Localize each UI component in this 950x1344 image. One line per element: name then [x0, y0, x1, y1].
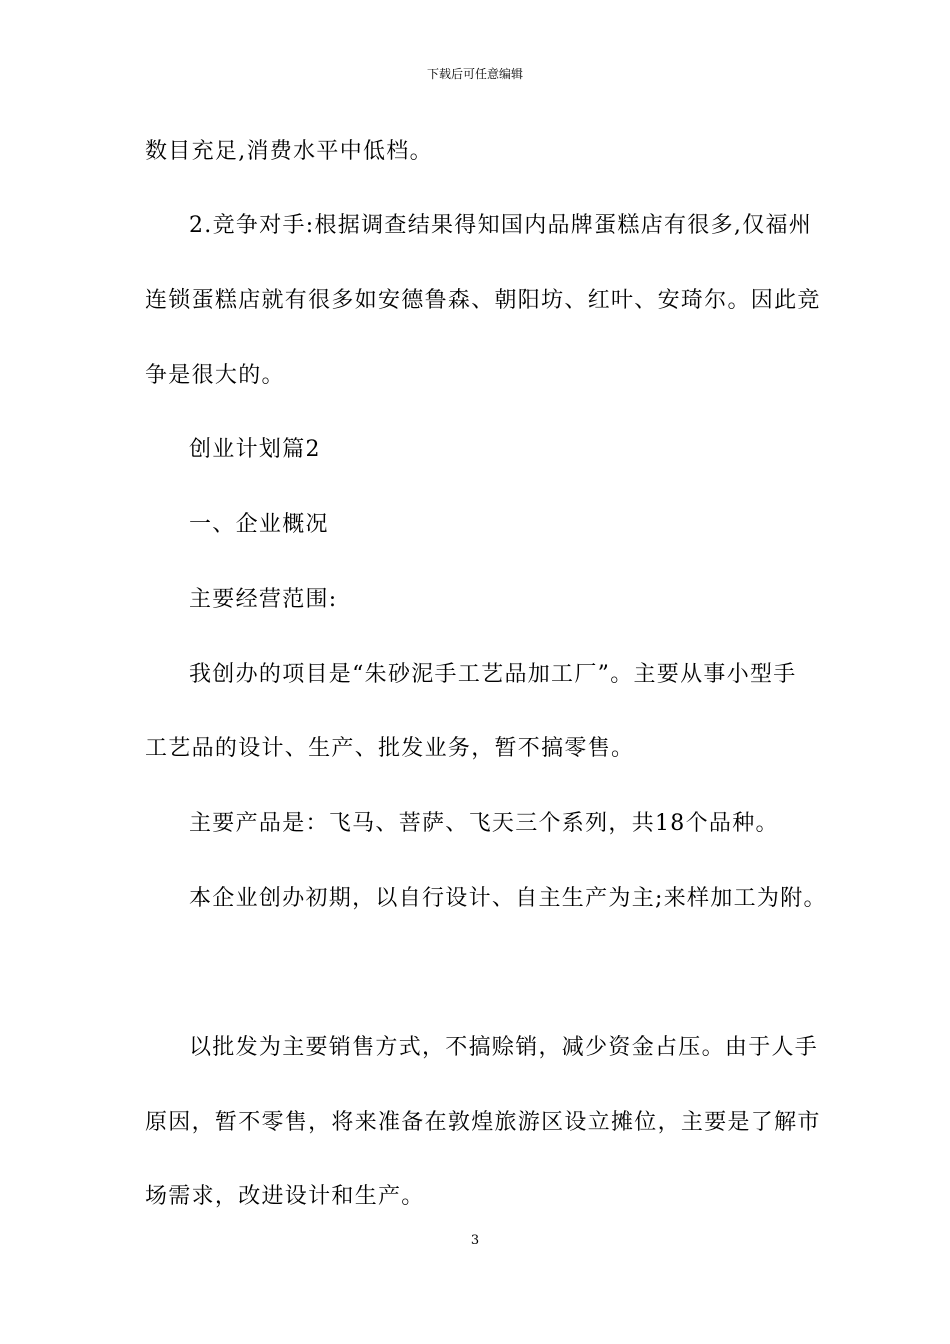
paragraph-line: 主要产品是：飞马、菩萨、飞天三个系列，共18个品种。 — [189, 811, 779, 836]
paragraph-line: 本企业创办初期，以自行设计、自主生产为主;来样加工为附。 — [189, 886, 827, 911]
paragraph-line: 数目充足,消费水平中低档。 — [145, 139, 433, 164]
paragraph-line: 争是很大的。 — [145, 363, 285, 388]
page-header: 下载后可任意编辑 — [426, 67, 523, 81]
subsection-heading: 一、企业概况 — [189, 512, 329, 537]
paragraph-line: 场需求，改进设计和生产。 — [145, 1184, 425, 1209]
page-number: 3 — [470, 1233, 480, 1248]
paragraph-line: 我创办的项目是“朱砂泥手工艺品加工厂”。主要从事小型手 — [189, 662, 797, 687]
paragraph-line: 主要经营范围: — [189, 587, 338, 612]
paragraph-line: 工艺品的设计、生产、批发业务，暂不搞零售。 — [145, 736, 635, 761]
section-heading: 创业计划篇2 — [189, 437, 321, 462]
paragraph-line: 2.竞争对手:根据调查结果得知国内品牌蛋糕店有很多,仅福州 — [189, 213, 813, 238]
paragraph-line: 原因，暂不零售，将来准备在敦煌旅游区设立摊位，主要是了解市 — [145, 1110, 821, 1135]
paragraph-line: 以批发为主要销售方式，不搞赊销，减少资金占压。由于人手 — [189, 1035, 819, 1060]
paragraph-line: 连锁蛋糕店就有很多如安德鲁森、朝阳坊、红叶、安琦尔。因此竞 — [145, 288, 821, 313]
